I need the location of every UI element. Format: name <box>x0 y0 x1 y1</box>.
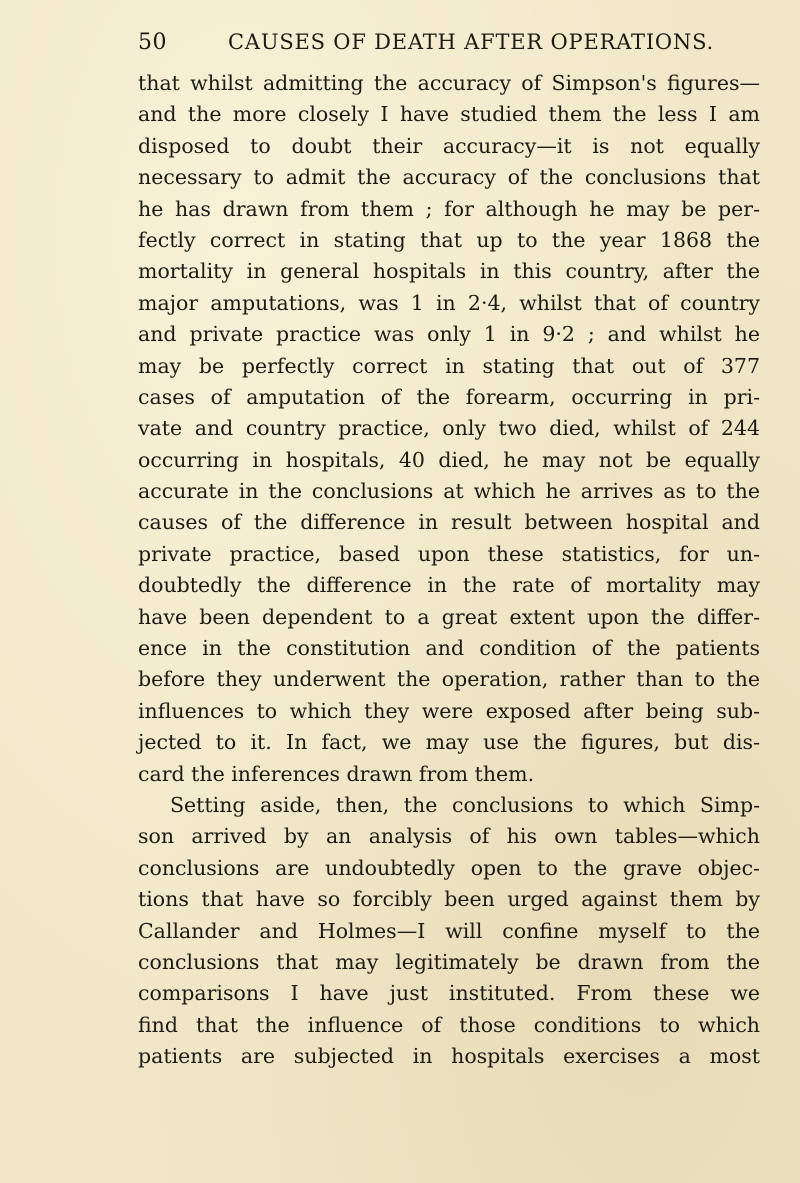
text-line: mortality in general hospitals in this country, after the <box>138 259 760 284</box>
page-number: 50 <box>138 30 167 55</box>
text-line: doubtedly the difference in the rate of mortality may <box>138 573 760 598</box>
page-header <box>0 30 800 64</box>
text-line: occurring in hospitals, 40 died, he may not be equally <box>138 447 760 472</box>
text-line: before they underwent the operation, rather than to the <box>138 667 760 692</box>
text-line: that whilst admitting the accuracy of Simpson's figures— <box>138 71 760 95</box>
text-line: ence in the constitution and condition of the patients <box>138 636 760 661</box>
text-line: causes of the difference in result between hospital and <box>138 510 760 535</box>
running-title: CAUSES OF DEATH AFTER OPERATIONS. <box>228 30 715 54</box>
text-line: and the more closely I have studied them the less I am <box>138 102 760 127</box>
text-line: and private practice was only 1 in 9·2 ; and whilst he <box>138 322 760 347</box>
text-line: Callander and Holmes—I will confine myself to the <box>138 918 760 943</box>
text-line: cases of amputation of the forearm, occurring in pri- <box>138 384 760 409</box>
text-line: major amputations, was 1 in 2·4, whilst that of country <box>138 290 760 315</box>
paragraph-last-line: card the inferences drawn from them. <box>138 761 535 786</box>
text-line: conclusions are undoubtedly open to the grave objec- <box>138 855 760 880</box>
text-line: son arrived by an analysis of his own tables—which <box>138 824 760 849</box>
text-line: disposed to doubt their accuracy—it is not equally <box>138 133 760 158</box>
text-line: patients are subjected in hospitals exercises a most <box>138 1044 760 1069</box>
text-line: necessary to admit the accuracy of the conclusions that <box>138 165 760 190</box>
text-line: private practice, based upon these statistics, for un- <box>138 541 760 566</box>
text-line: have been dependent to a great extent upon the differ- <box>138 604 760 629</box>
text-line: accurate in the conclusions at which he arrives as to the <box>138 479 760 504</box>
text-line: fectly correct in stating that up to the year 1868 the <box>138 227 760 252</box>
text-line: jected to it. In fact, we may use the figures, but dis- <box>138 730 760 755</box>
text-line: he has drawn from them ; for although he may be per- <box>138 196 760 221</box>
paragraph-first-line: Setting aside, then, the conclusions to which Simp- <box>170 792 760 817</box>
text-line: find that the influence of those conditions to which <box>138 1012 760 1037</box>
body-text <box>138 68 760 1073</box>
text-line: conclusions that may legitimately be drawn from the <box>138 949 760 974</box>
text-line: vate and country practice, only two died, whilst of 244 <box>138 416 760 441</box>
text-line: comparisons I have just instituted. From these we <box>138 981 760 1006</box>
text-line: influences to which they were exposed after being sub- <box>138 698 760 723</box>
text-line: may be perfectly correct in stating that out of 377 <box>138 353 760 378</box>
text-line: tions that have so forcibly been urged against them by <box>138 887 760 912</box>
